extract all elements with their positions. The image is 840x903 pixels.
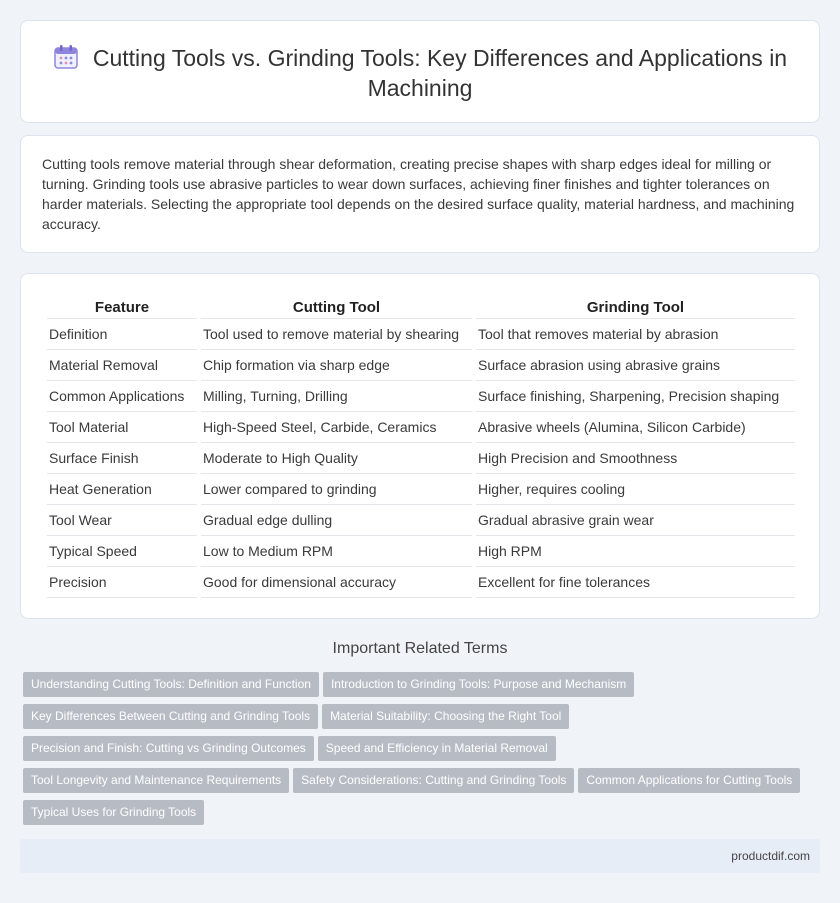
table-row	[47, 567, 795, 598]
table-row	[47, 505, 795, 536]
table-row	[47, 412, 795, 443]
cutting-cell: Chip formation via sharp edge	[201, 350, 472, 381]
footer-bar	[20, 839, 820, 873]
grinding-cell: Higher, requires cooling	[476, 474, 795, 505]
column-header-grinding-tool: Grinding Tool	[476, 295, 795, 319]
title-wrap	[21, 43, 819, 103]
table-row	[47, 319, 795, 350]
cutting-cell: High-Speed Steel, Carbide, Ceramics	[201, 412, 472, 443]
grinding-cell: Abrasive wheels (Alumina, Silicon Carbide)	[476, 412, 795, 443]
related-tag-link[interactable]: Safety Considerations: Cutting and Grinding Tools	[293, 768, 574, 793]
related-tags	[23, 672, 823, 832]
related-tag-link[interactable]: Introduction to Grinding Tools: Purpose and Mechanism	[323, 672, 634, 697]
cutting-cell: Milling, Turning, Drilling	[201, 381, 472, 412]
cutting-cell: Moderate to High Quality	[201, 443, 472, 474]
footer-site-link[interactable]: productdif.com	[731, 849, 810, 863]
comparison-card	[20, 273, 820, 619]
grinding-cell: Surface abrasion using abrasive grains	[476, 350, 795, 381]
feature-cell: Definition	[47, 319, 197, 350]
feature-cell: Heat Generation	[47, 474, 197, 505]
calendar-icon	[53, 44, 79, 70]
feature-cell: Material Removal	[47, 350, 197, 381]
feature-cell: Common Applications	[47, 381, 197, 412]
grinding-cell: Surface finishing, Sharpening, Precision shaping	[476, 381, 795, 412]
table-row	[47, 350, 795, 381]
related-tag-link[interactable]: Key Differences Between Cutting and Grinding Tools	[23, 704, 318, 729]
comparison-table	[43, 295, 799, 598]
column-header-feature: Feature	[47, 295, 197, 319]
grinding-cell: High Precision and Smoothness	[476, 443, 795, 474]
intro-card	[20, 135, 820, 253]
feature-cell: Tool Material	[47, 412, 197, 443]
related-tag-link[interactable]: Tool Longevity and Maintenance Requirements	[23, 768, 289, 793]
grinding-cell: Gradual abrasive grain wear	[476, 505, 795, 536]
related-tag-link[interactable]: Speed and Efficiency in Material Removal	[318, 736, 556, 761]
feature-cell: Typical Speed	[47, 536, 197, 567]
table-header-row	[47, 295, 795, 319]
feature-cell: Tool Wear	[47, 505, 197, 536]
header-card	[20, 20, 820, 123]
feature-cell: Surface Finish	[47, 443, 197, 474]
table-row	[47, 381, 795, 412]
related-tag-link[interactable]: Precision and Finish: Cutting vs Grinding Outcomes	[23, 736, 314, 761]
cutting-cell: Lower compared to grinding	[201, 474, 472, 505]
table-row	[47, 443, 795, 474]
table-row	[47, 536, 795, 567]
related-terms-heading: Important Related Terms	[332, 640, 508, 657]
column-header-cutting-tool: Cutting Tool	[201, 295, 472, 319]
related-tag-link[interactable]: Common Applications for Cutting Tools	[578, 768, 800, 793]
intro-paragraph: Cutting tools remove material through shear deformation, creating precise shapes with sharp edges ideal for milling or turning. Grinding tools use abrasive particles to wear down surfaces, achieving finer finishes and tighter tolerances on harder materials. Selecting the appropriate tool depends on the desired surface quality, material hardness, and machining accuracy.	[42, 156, 795, 232]
grinding-cell: Excellent for fine tolerances	[476, 567, 795, 598]
feature-cell: Precision	[47, 567, 197, 598]
related-tag-link[interactable]: Typical Uses for Grinding Tools	[23, 800, 204, 825]
cutting-cell: Gradual edge dulling	[201, 505, 472, 536]
page-title: Cutting Tools vs. Grinding Tools: Key Differences and Applications in Machining	[92, 45, 788, 101]
cutting-cell: Tool used to remove material by shearing	[201, 319, 472, 350]
grinding-cell: High RPM	[476, 536, 795, 567]
related-tag-link[interactable]: Understanding Cutting Tools: Definition and Function	[23, 672, 319, 697]
related-tag-link[interactable]: Material Suitability: Choosing the Right Tool	[322, 704, 569, 729]
cutting-cell: Good for dimensional accuracy	[201, 567, 472, 598]
grinding-cell: Tool that removes material by abrasion	[476, 319, 795, 350]
table-row	[47, 474, 795, 505]
cutting-cell: Low to Medium RPM	[201, 536, 472, 567]
